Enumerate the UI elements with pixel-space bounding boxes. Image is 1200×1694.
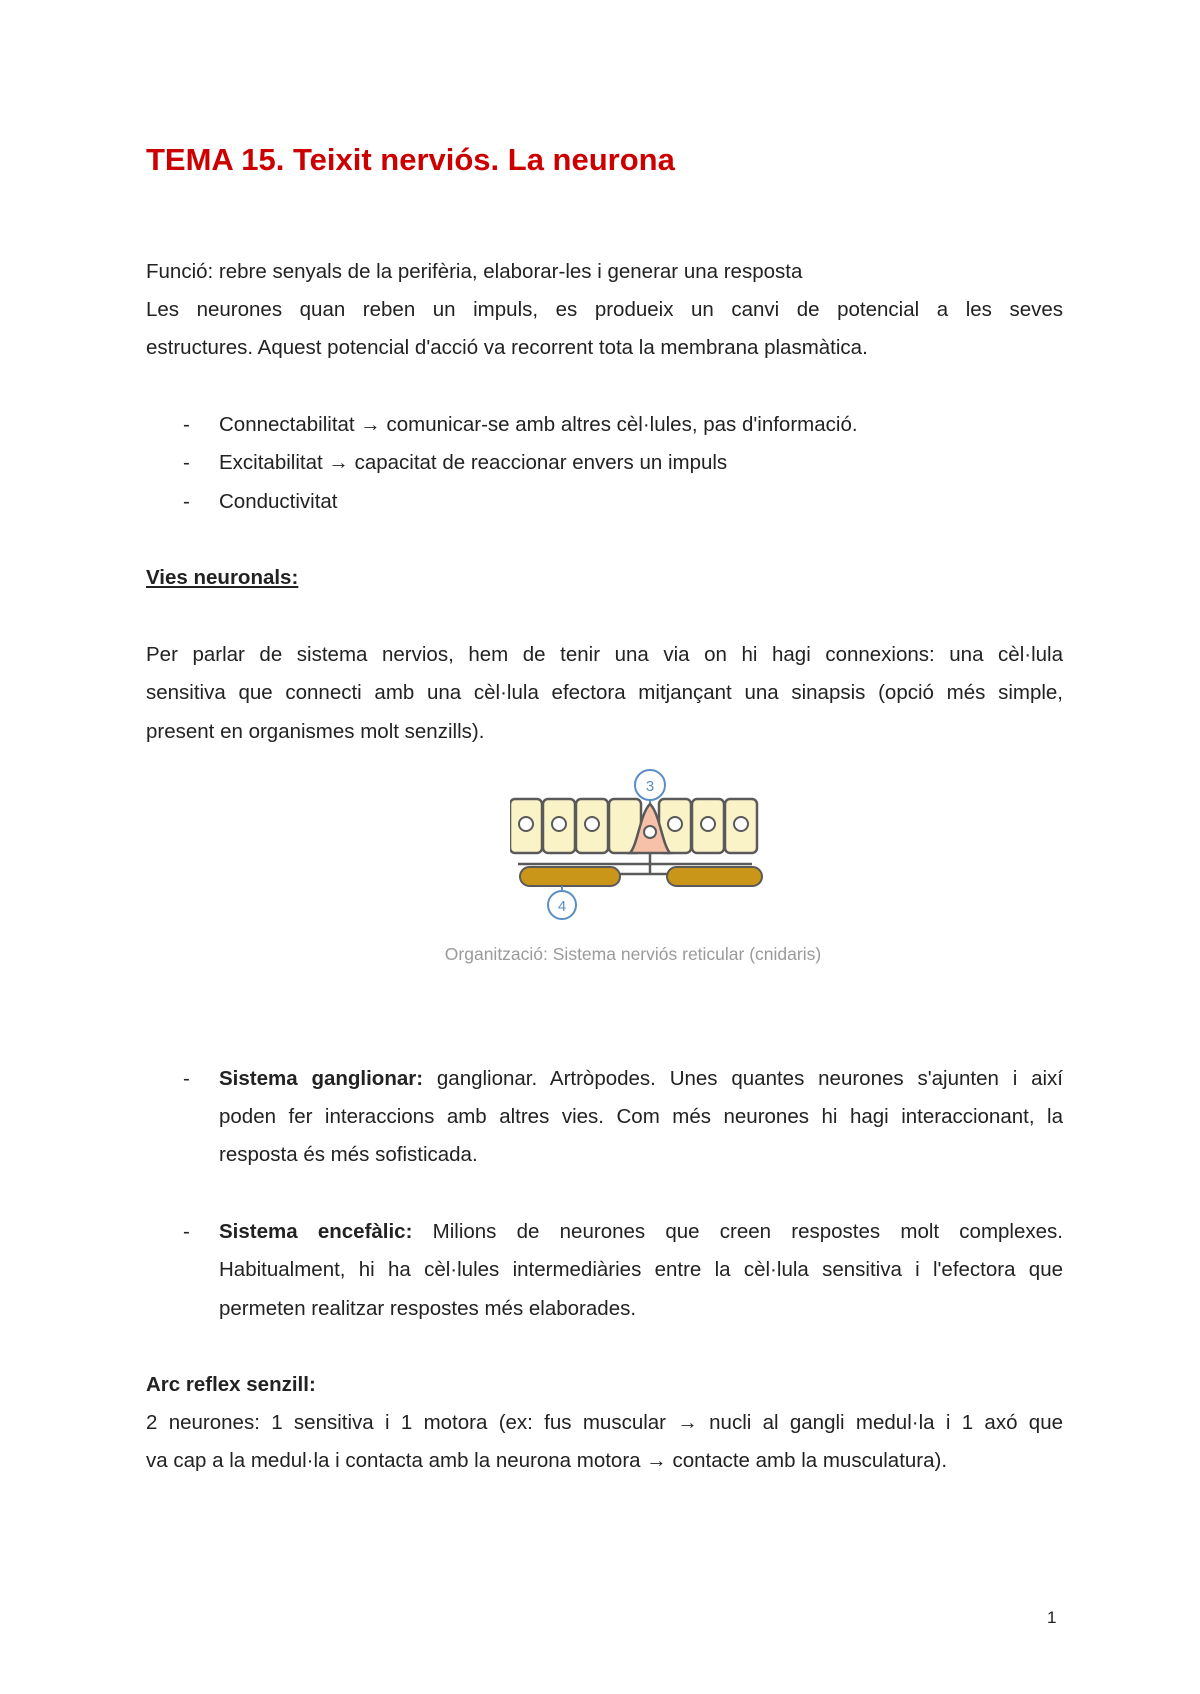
intro-line-1: Funció: rebre senyals de la perifèria, elaborar-les i generar una resposta: [146, 260, 803, 283]
system-name: Sistema ganglionar:: [219, 1067, 424, 1090]
document-page: [146, 0, 1063, 1694]
section-heading-arc: Arc reflex senzill:: [146, 1373, 316, 1396]
list-bullet: -: [183, 451, 190, 474]
list-bullet: -: [183, 1220, 190, 1243]
vies-line-2: sensitiva que connecti amb una cèl·lula efectora mitjançant una sinapsis (opció més simple,: [146, 681, 1063, 704]
list-item: Connectabilitat → comunicar-se amb altres cèl·lules, pas d'informació.: [219, 413, 858, 436]
list-item: Excitabilitat → capacitat de reaccionar envers un impuls: [219, 451, 728, 474]
list-bullet: -: [183, 1067, 190, 1090]
intro-line-2: Les neurones quan reben un impuls, es produeix un canvi de potencial a les seves: [146, 298, 1063, 321]
page-number: 1: [1047, 1608, 1057, 1627]
section-heading-vies: Vies neuronals:: [146, 566, 299, 589]
vies-line-3: present en organismes molt senzills).: [146, 720, 485, 743]
list-item-continuation: Habitualment, hi ha cèl·lules intermediàries entre la cèl·lula sensitiva i l'efectora que: [219, 1258, 1063, 1281]
system-text: ganglionar. Artròpodes. Unes quantes neurones s'ajunten i així: [423, 1067, 1063, 1090]
system-name: Sistema encefàlic:: [219, 1220, 413, 1243]
list-bullet: -: [183, 413, 190, 436]
figure-label-bottom: 4: [557, 898, 567, 915]
system-text: Milions de neurones que creen respostes molt complexes.: [412, 1220, 1063, 1243]
list-item: [219, 1060, 1063, 1098]
list-bullet: -: [183, 490, 190, 513]
list-item: [219, 1213, 1063, 1251]
arc-line-1: 2 neurones: 1 sensitiva i 1 motora (ex: fus muscular → nucli al gangli medul·la i 1 axó que: [146, 1411, 1063, 1434]
page-title: TEMA 15. Teixit nerviós. La neurona: [146, 142, 675, 177]
intro-line-3: estructures. Aquest potencial d'acció va recorrent tota la membrana plasmàtica.: [146, 336, 868, 359]
nerve-fiber-left: [520, 867, 620, 886]
arc-line-2: va cap a la medul·la i contacta amb la neurona motora → contacte amb la musculatura).: [146, 1449, 948, 1472]
list-item: Conductivitat: [219, 490, 338, 513]
figure-label-top: 3: [645, 778, 655, 795]
vies-line-1: Per parlar de sistema nervios, hem de tenir una via on hi hagi connexions: una cèl·lula: [146, 643, 1063, 666]
list-item-continuation: poden fer interaccions amb altres vies. Com més neurones hi hagi interaccionant, la: [219, 1105, 1063, 1128]
list-item-continuation: permeten realitzar respostes més elaborades.: [219, 1297, 637, 1320]
reticular-nervous-system-figure: [510, 764, 790, 924]
figure-caption: Organització: Sistema nerviós reticular (cnidaris): [444, 944, 822, 964]
nerve-fiber-right: [667, 867, 762, 886]
list-item-continuation: resposta és més sofisticada.: [219, 1143, 478, 1166]
